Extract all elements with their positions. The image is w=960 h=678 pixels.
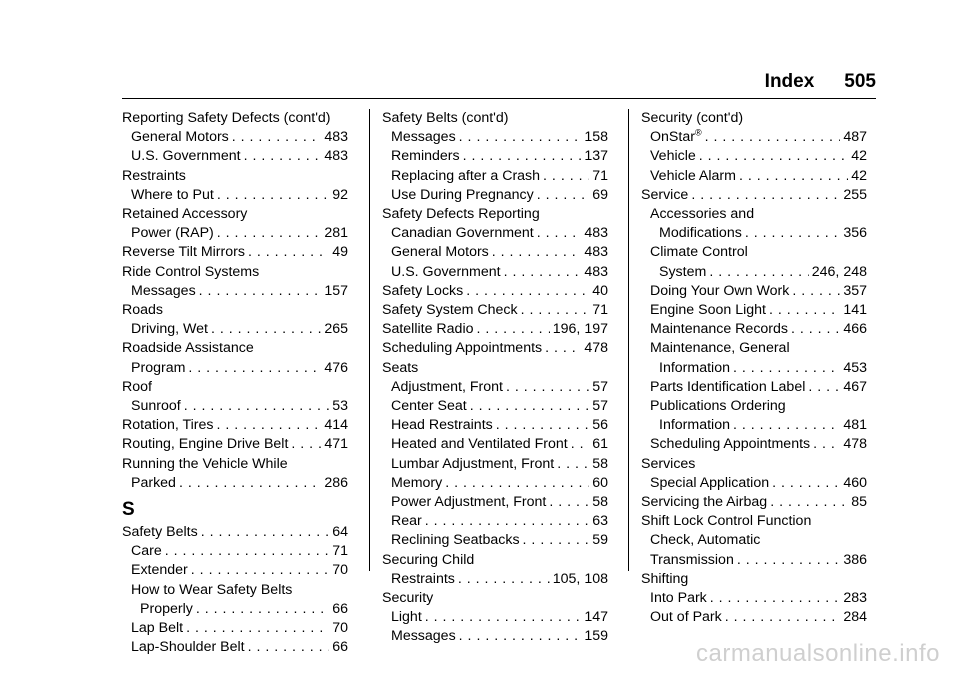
index-entry	[382, 243, 608, 262]
index-entry	[382, 359, 608, 378]
entry-text: Driving, Wet	[131, 321, 208, 338]
entry-page: 158	[584, 129, 608, 146]
entry-page: 483	[324, 129, 348, 146]
entry-page: 466	[843, 321, 867, 338]
index-entry	[641, 531, 867, 550]
index-entry	[641, 551, 867, 570]
entry-text: Publications Ordering	[650, 398, 786, 415]
entry-text: Accessories and	[650, 206, 755, 223]
index-entry	[382, 263, 608, 282]
entry-text: Safety System Check	[382, 302, 518, 319]
index-entry	[382, 147, 608, 166]
entry-text: Restraints	[391, 570, 455, 587]
leader-dots	[792, 282, 840, 301]
index-entry	[122, 263, 348, 282]
entry-text: Maintenance, General	[650, 340, 790, 357]
entry-page: 286	[324, 474, 348, 491]
entry-text: Roads	[122, 302, 164, 319]
entry-page: 57	[592, 378, 608, 395]
entry-text: Safety Defects Reporting	[382, 206, 540, 223]
index-entry	[122, 638, 348, 657]
entry-page: 471	[324, 436, 348, 453]
entry-text: How to Wear Safety Belts	[131, 581, 293, 598]
leader-dots	[733, 416, 840, 435]
leader-dots	[184, 397, 330, 416]
index-column-2	[382, 109, 608, 647]
entry-page: 467	[843, 378, 867, 395]
leader-dots	[745, 224, 841, 243]
entry-text: Safety Belts (cont'd)	[382, 110, 509, 126]
leader-dots	[201, 523, 330, 542]
leader-dots	[772, 474, 840, 493]
index-entry	[641, 359, 867, 378]
index-entry	[122, 581, 348, 600]
entry-text: Parts Identification Label	[650, 378, 806, 395]
entry-text: Lumbar Adjustment, Front	[391, 455, 555, 472]
entry-text: Vehicle Alarm	[650, 167, 736, 184]
entry-text: Security (cont'd)	[641, 110, 744, 126]
entry-page: 56	[592, 417, 608, 434]
leader-dots	[470, 397, 590, 416]
leader-dots	[188, 359, 321, 378]
leader-dots	[496, 416, 589, 435]
index-entry	[641, 128, 867, 147]
entry-text: Replacing after a Crash	[391, 167, 541, 184]
index-entry	[641, 205, 867, 224]
index-entry	[382, 320, 608, 339]
index-entry	[122, 109, 348, 128]
page-number: 505	[844, 71, 876, 92]
leader-dots	[543, 167, 589, 186]
index-entry	[641, 589, 867, 608]
entry-text: Safety Locks	[382, 282, 464, 299]
index-entry	[641, 570, 867, 589]
index-entry	[641, 416, 867, 435]
column-divider	[628, 109, 629, 571]
index-entry	[122, 147, 348, 166]
leader-dots	[191, 561, 329, 580]
index-entry	[641, 455, 867, 474]
leader-dots	[216, 416, 321, 435]
entry-text: Lap-Shoulder Belt	[131, 639, 245, 656]
entry-text: Securing Child	[382, 551, 475, 568]
index-entry	[641, 320, 867, 339]
entry-text: Retained Accessory	[122, 206, 248, 223]
leader-dots	[179, 474, 321, 493]
leader-dots	[186, 619, 329, 638]
entry-text: Engine Soon Light	[650, 302, 766, 319]
leader-dots	[291, 435, 321, 454]
entry-text: Power Adjustment, Front	[391, 494, 547, 511]
entry-text: General Motors	[131, 129, 229, 146]
leader-dots	[571, 435, 590, 454]
leader-dots	[709, 263, 808, 282]
entry-text: Messages	[391, 129, 456, 146]
entry-text: Where to Put	[131, 186, 214, 203]
index-entry	[641, 339, 867, 358]
entry-page: 483	[584, 244, 608, 261]
index-entry	[641, 282, 867, 301]
entry-text: Heated and Ventilated Front	[391, 436, 568, 453]
index-entry	[641, 512, 867, 531]
index-entry	[382, 205, 608, 224]
section-letter: S	[122, 499, 135, 521]
index-entry	[122, 205, 348, 224]
index-column-3	[641, 109, 867, 627]
leader-dots	[217, 224, 322, 243]
entry-page: 57	[592, 398, 608, 415]
leader-dots	[248, 638, 330, 657]
entry-text: Modifications	[659, 225, 742, 242]
leader-dots	[445, 474, 589, 493]
entry-page: 42	[851, 148, 867, 165]
index-entry	[382, 435, 608, 454]
entry-text: Care	[131, 543, 162, 560]
entry-page: 356	[843, 225, 867, 242]
entry-page: 59	[592, 532, 608, 549]
index-entry	[382, 224, 608, 243]
leader-dots	[459, 128, 582, 147]
entry-text: Power (RAP)	[131, 225, 214, 242]
entry-text: Running the Vehicle While	[122, 455, 288, 472]
index-entry	[641, 224, 867, 243]
leader-dots	[699, 147, 848, 166]
entry-page: 414	[324, 417, 348, 434]
entry-page: 85	[851, 494, 867, 511]
entry-page: 137	[584, 148, 608, 165]
entry-text: Routing, Engine Drive Belt	[122, 436, 289, 453]
index-entry	[382, 378, 608, 397]
index-entry	[641, 608, 867, 627]
entry-page: 281	[324, 225, 348, 242]
entry-text: Properly	[140, 600, 193, 617]
entry-text: Extender	[131, 562, 188, 579]
index-entry	[122, 600, 348, 619]
index-entry	[641, 263, 867, 282]
entry-text: Adjustment, Front	[391, 378, 503, 395]
index-entry	[641, 301, 867, 320]
entry-text: Reminders	[391, 148, 460, 165]
entry-page: 70	[332, 620, 348, 637]
index-entry	[641, 378, 867, 397]
entry-page: 70	[332, 562, 348, 579]
index-entry	[382, 301, 608, 320]
index-entry	[122, 339, 348, 358]
entry-page: 71	[592, 302, 608, 319]
entry-text: Ride Control Systems	[122, 263, 260, 280]
leader-dots	[523, 531, 590, 550]
entry-page: 105, 108	[552, 570, 608, 587]
leader-dots	[425, 512, 589, 531]
leader-dots	[211, 320, 321, 339]
entry-text: Head Restraints	[391, 417, 493, 434]
leader-dots	[691, 186, 840, 205]
entry-text: Roadside Assistance	[122, 340, 254, 357]
entry-text: System	[659, 263, 707, 280]
index-entry	[122, 128, 348, 147]
index-entry	[641, 474, 867, 493]
index-entry	[122, 397, 348, 416]
index-entry	[382, 627, 608, 646]
index-entry	[641, 493, 867, 512]
entry-text: Parked	[131, 474, 176, 491]
leader-dots	[737, 551, 840, 570]
index-entry	[122, 619, 348, 638]
entry-text: Servicing the Airbag	[641, 494, 768, 511]
index-entry	[122, 474, 348, 493]
entry-text: Information	[659, 359, 730, 376]
entry-text: Center Seat	[391, 398, 467, 415]
leader-dots	[199, 282, 322, 301]
entry-text: Restraints	[122, 167, 186, 184]
page-header	[765, 71, 876, 93]
leader-dots	[705, 128, 841, 147]
watermark: carmanualsonline.info	[696, 640, 940, 667]
leader-dots	[477, 320, 550, 339]
leader-dots	[492, 243, 582, 262]
leader-dots	[770, 493, 848, 512]
index-entry	[122, 167, 348, 186]
entry-text: Into Park	[650, 590, 707, 607]
entry-text: Program	[131, 359, 186, 376]
entry-text: Sunroof	[131, 398, 181, 415]
entry-text: U.S. Government	[131, 148, 241, 165]
index-entry	[122, 301, 348, 320]
entry-page: 357	[843, 282, 867, 299]
leader-dots	[217, 186, 329, 205]
leader-dots	[725, 608, 841, 627]
entry-text: Reporting Safety Defects (cont'd)	[122, 110, 331, 126]
leader-dots	[813, 435, 840, 454]
entry-page: 58	[592, 455, 608, 472]
entry-page: 265	[324, 321, 348, 338]
leader-dots	[458, 570, 550, 589]
leader-dots	[196, 600, 329, 619]
leader-dots	[537, 224, 582, 243]
index-entry	[382, 531, 608, 550]
entry-page: 92	[332, 186, 348, 203]
entry-page: 478	[584, 340, 608, 357]
column-divider	[369, 109, 370, 571]
entry-text: Roof	[122, 378, 152, 395]
index-entry	[382, 167, 608, 186]
leader-dots	[463, 147, 582, 166]
leader-dots	[248, 243, 329, 262]
entry-text: Scheduling Appointments	[650, 436, 811, 453]
entry-text: Check, Automatic	[650, 532, 761, 549]
entry-text: Reverse Tilt Mirrors	[122, 244, 245, 261]
index-entry	[122, 320, 348, 339]
index-entry	[382, 128, 608, 147]
entry-page: 481	[843, 417, 867, 434]
entry-page: 40	[592, 282, 608, 299]
entry-text: Messages	[131, 282, 196, 299]
entry-text: Service	[641, 186, 689, 203]
leader-dots	[808, 378, 840, 397]
index-entry	[382, 186, 608, 205]
index-entry	[382, 551, 608, 570]
entry-page: 483	[584, 225, 608, 242]
entry-text: Reclining Seatbacks	[391, 532, 520, 549]
entry-text: Information	[659, 417, 730, 434]
entry-page: 196, 197	[552, 321, 608, 338]
index-column-1	[122, 109, 348, 657]
entry-text: Seats	[382, 359, 419, 376]
leader-dots	[791, 320, 840, 339]
entry-page: 386	[843, 551, 867, 568]
leader-dots	[459, 627, 582, 646]
index-entry	[122, 435, 348, 454]
entry-page: 71	[332, 543, 348, 560]
index-entry	[641, 435, 867, 454]
entry-page: 53	[332, 398, 348, 415]
index-entry	[122, 523, 348, 542]
entry-page: 478	[843, 436, 867, 453]
entry-page: 483	[324, 148, 348, 165]
leader-dots	[521, 301, 590, 320]
index-entry	[382, 339, 608, 358]
entry-page: 147	[584, 609, 608, 626]
leader-dots	[504, 263, 582, 282]
leader-dots	[425, 608, 582, 627]
index-entry	[641, 243, 867, 262]
entry-page: 69	[592, 186, 608, 203]
index-entry	[122, 282, 348, 301]
entry-text: OnStar	[650, 129, 695, 146]
entry-page: 483	[584, 263, 608, 280]
leader-dots	[165, 542, 329, 561]
entry-text: Out of Park	[650, 609, 722, 626]
registered-mark: ®	[694, 127, 702, 138]
leader-dots	[557, 455, 589, 474]
entry-text: Doing Your Own Work	[650, 282, 790, 299]
leader-dots	[244, 147, 322, 166]
entry-text: General Motors	[391, 244, 489, 261]
index-entry	[382, 282, 608, 301]
index-entry	[382, 397, 608, 416]
index-entry	[382, 455, 608, 474]
leader-dots	[739, 167, 848, 186]
entry-page: 487	[843, 129, 867, 146]
entry-page: 42	[851, 167, 867, 184]
index-entry	[382, 474, 608, 493]
entry-page: 141	[843, 302, 867, 319]
index-entry	[382, 493, 608, 512]
index-entry	[641, 167, 867, 186]
index-entry	[382, 109, 608, 128]
index-entry	[641, 186, 867, 205]
entry-text: Security	[382, 590, 434, 607]
entry-text: Special Application	[650, 474, 770, 491]
entry-text: Rotation, Tires	[122, 417, 214, 434]
entry-page: 60	[592, 474, 608, 491]
index-entry	[382, 512, 608, 531]
entry-text: Shifting	[641, 570, 689, 587]
entry-text: U.S. Government	[391, 263, 501, 280]
index-entry	[122, 243, 348, 262]
entry-page: 61	[592, 436, 608, 453]
index-entry	[382, 570, 608, 589]
index-entry	[122, 224, 348, 243]
entry-page: 66	[332, 600, 348, 617]
entry-text: Light	[391, 609, 422, 626]
entry-page: 157	[324, 282, 348, 299]
leader-dots	[466, 282, 589, 301]
entry-page: 453	[843, 359, 867, 376]
entry-page: 71	[592, 167, 608, 184]
entry-text: Messages	[391, 628, 456, 645]
entry-text: Shift Lock Control Function	[641, 513, 812, 530]
index-entry	[382, 608, 608, 627]
index-entry	[122, 416, 348, 435]
leader-dots	[710, 589, 841, 608]
entry-text: Use During Pregnancy	[391, 186, 534, 203]
index-entry	[382, 589, 608, 608]
leader-dots	[506, 378, 589, 397]
leader-dots	[537, 186, 589, 205]
entry-text: Scheduling Appointments	[382, 340, 543, 357]
entry-page: 283	[843, 590, 867, 607]
entry-text: Vehicle	[650, 148, 696, 165]
entry-page: 63	[592, 513, 608, 530]
entry-page: 49	[332, 244, 348, 261]
index-entry	[122, 378, 348, 397]
leader-dots	[769, 301, 840, 320]
entry-page: 58	[592, 494, 608, 511]
entry-page: 476	[324, 359, 348, 376]
entry-text: Rear	[391, 513, 422, 530]
entry-text: Lap Belt	[131, 620, 184, 637]
entry-text: Maintenance Records	[650, 321, 789, 338]
index-entry	[641, 397, 867, 416]
entry-page: 246, 248	[811, 263, 867, 280]
entry-page: 255	[843, 186, 867, 203]
index-entry	[641, 109, 867, 128]
index-entry	[122, 186, 348, 205]
entry-text: Safety Belts	[122, 524, 198, 541]
entry-page: 460	[843, 474, 867, 491]
leader-dots	[232, 128, 322, 147]
leader-dots	[545, 339, 581, 358]
leader-dots	[549, 493, 589, 512]
entry-text: Transmission	[650, 551, 734, 568]
leader-dots	[733, 359, 840, 378]
header-rule	[122, 98, 876, 99]
entry-page: 159	[584, 628, 608, 645]
entry-page: 284	[843, 609, 867, 626]
index-entry	[122, 561, 348, 580]
index-entry	[122, 359, 348, 378]
index-entry	[641, 147, 867, 166]
entry-text: Satellite Radio	[382, 321, 474, 338]
index-entry	[122, 455, 348, 474]
entry-text: Memory	[391, 474, 443, 491]
entry-page: 66	[332, 639, 348, 656]
entry-text: Services	[641, 455, 696, 472]
entry-text: Climate Control	[650, 244, 748, 261]
header-title: Index	[764, 71, 815, 92]
entry-text: Canadian Government	[391, 225, 534, 242]
entry-page: 64	[332, 524, 348, 541]
index-entry	[382, 416, 608, 435]
index-entry	[122, 542, 348, 561]
